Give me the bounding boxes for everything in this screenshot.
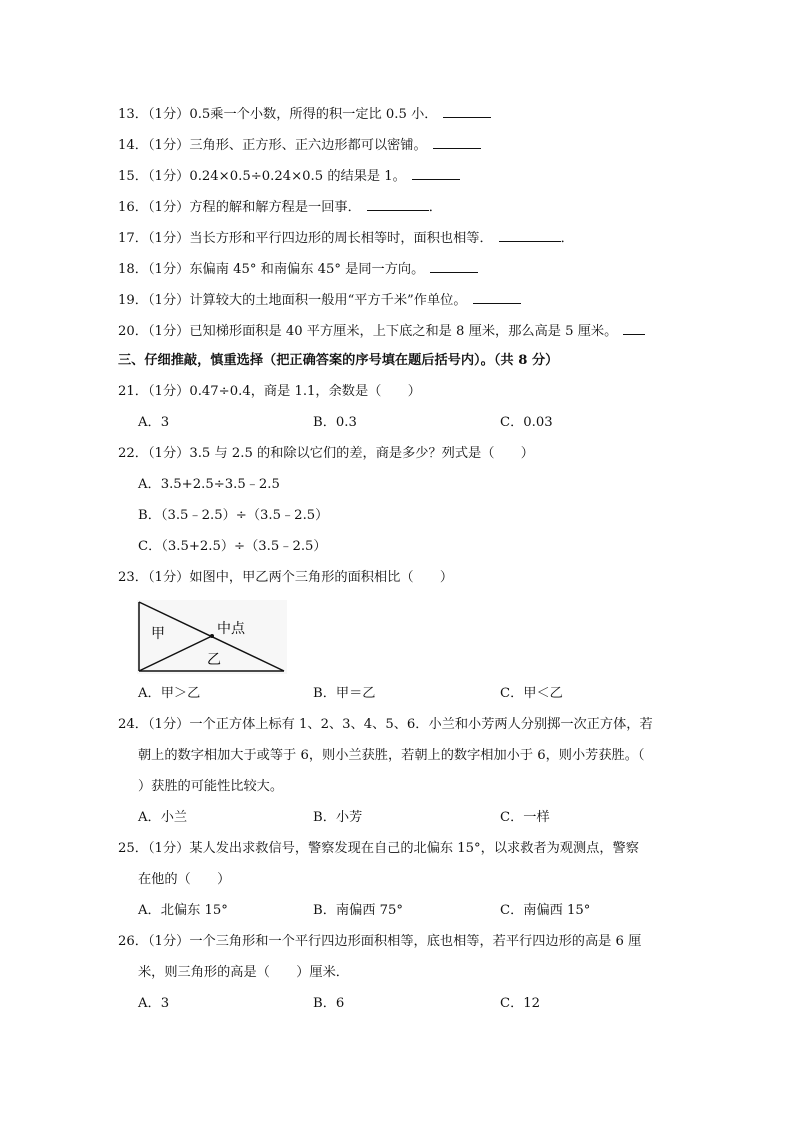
option-a[interactable]: A．3.5+2.5÷3.5﹣2.5	[138, 477, 280, 492]
question-number: 24．	[118, 717, 148, 732]
question-number: 18．	[118, 262, 148, 277]
answer-blank[interactable]	[430, 260, 478, 273]
question-number: 13．	[118, 107, 148, 122]
question-number: 23．	[118, 570, 148, 585]
question-number: 25．	[118, 841, 148, 856]
question-tail: ．	[428, 200, 442, 215]
question-24-line-2: 朝上的数字相加大于或等于 6，则小兰获胜，若朝上的数字相加小于 6，则小芳获胜。（	[138, 748, 645, 763]
question-text: （1分）一个正方体上标有 1、2、3、4、5、6．小兰和小芳两人分别掷一次正方体，若	[147, 717, 653, 732]
option-b[interactable]: B．6	[313, 996, 345, 1011]
midpoint-dot	[210, 634, 214, 638]
question-13	[118, 105, 491, 123]
question-14	[118, 136, 481, 154]
label-yi: 乙	[207, 652, 221, 668]
option-b[interactable]: B．南偏西 75°	[313, 903, 404, 918]
question-number: 22．	[118, 446, 148, 461]
option-a[interactable]: A．北偏东 15°	[138, 903, 228, 918]
answer-blank[interactable]	[433, 136, 481, 149]
question-text: （1分）已知梯形面积是 40 平方厘米，上下底之和是 8 厘米，那么高是 5 厘米。	[147, 324, 618, 339]
question-15	[118, 167, 460, 185]
question-18	[118, 260, 478, 278]
question-25-line-2: 在他的（ ）	[138, 872, 231, 887]
label-jia: 甲	[151, 626, 165, 642]
question-text: （1分）方程的解和解方程是一回事．	[147, 200, 361, 215]
question-25	[118, 841, 639, 857]
option-b[interactable]: B．小芳	[313, 810, 363, 825]
section-heading: 三、仔细推敲，慎重选择（把正确答案的序号填在题后括号内）。（共 8 分）	[118, 353, 559, 368]
option-c[interactable]: C．甲＜乙	[500, 686, 563, 701]
question-20	[118, 322, 645, 340]
option-a[interactable]: A．甲＞乙	[138, 686, 201, 701]
question-number: 19．	[118, 293, 148, 308]
question-number: 16．	[118, 200, 148, 215]
question-24	[118, 717, 653, 733]
answer-blank[interactable]	[499, 229, 561, 242]
question-text: （1分）如图中，甲乙两个三角形的面积相比（ ）	[147, 570, 454, 585]
question-number: 15．	[118, 169, 148, 184]
question-text: （1分）3.5 与 2.5 的和除以它们的差，商是多少？列式是（ ）	[147, 446, 534, 461]
question-text: （1分）一个三角形和一个平行四边形面积相等，底也相等，若平行四边形的高是 6 厘	[147, 934, 642, 949]
question-text: （1分）东偏南 45° 和南偏东 45° 是同一方向。	[147, 262, 425, 277]
question-text: （1分）计算较大的土地面积一般用“平方千米”作单位。	[147, 293, 467, 308]
option-a[interactable]: A．3	[138, 996, 170, 1011]
option-c[interactable]: C．12	[500, 996, 541, 1011]
question-text: （1分）某人发出求救信号，警察发现在自己的北偏东 15°，以求救者为观测点，警察	[147, 841, 639, 856]
option-c[interactable]: C．0.03	[500, 415, 553, 430]
question-23	[118, 570, 453, 586]
question-16	[118, 198, 442, 216]
option-a[interactable]: A．小兰	[138, 810, 188, 825]
question-number: 17．	[118, 231, 148, 246]
question-tail: ．	[560, 231, 574, 246]
question-22	[118, 446, 534, 462]
option-c[interactable]: C．一样	[500, 810, 550, 825]
question-24-line-3: ）获胜的可能性比较大。	[138, 779, 284, 794]
question-19	[118, 291, 521, 309]
triangle-figure	[137, 600, 287, 674]
option-b[interactable]: B．甲＝乙	[313, 686, 376, 701]
question-number: 20．	[118, 324, 148, 339]
question-text: （1分）0.5乘一个小数，所得的积一定比 0.5 小．	[147, 107, 438, 122]
question-21	[118, 384, 421, 400]
answer-blank[interactable]	[623, 322, 645, 335]
option-a[interactable]: A．3	[138, 415, 170, 430]
option-b[interactable]: B．（3.5﹣2.5）÷（3.5﹣2.5）	[138, 508, 329, 523]
question-text: （1分）当长方形和平行四边形的周长相等时，面积也相等．	[147, 231, 493, 246]
question-26-line-2: 米，则三角形的高是（ ）厘米．	[138, 965, 349, 980]
question-number: 26．	[118, 934, 148, 949]
question-text: （1分）0.47÷0.4，商是 1.1，余数是（ ）	[147, 384, 421, 399]
question-number: 21．	[118, 384, 148, 399]
question-17	[118, 229, 574, 247]
question-text: （1分）0.24×0.5÷0.24×0.5 的结果是 1。	[147, 169, 406, 184]
question-26	[118, 934, 641, 950]
option-c[interactable]: C．（3.5+2.5）÷（3.5﹣2.5）	[138, 539, 327, 554]
question-text: （1分）三角形、正方形、正六边形都可以密铺。	[147, 138, 427, 153]
label-midpoint: 中点	[217, 621, 245, 637]
option-b[interactable]: B．0.3	[313, 415, 357, 430]
answer-blank[interactable]	[412, 167, 460, 180]
answer-blank[interactable]	[473, 291, 521, 304]
answer-blank[interactable]	[367, 198, 429, 211]
question-number: 14．	[118, 138, 148, 153]
answer-blank[interactable]	[443, 105, 491, 118]
option-c[interactable]: C．南偏西 15°	[500, 903, 591, 918]
